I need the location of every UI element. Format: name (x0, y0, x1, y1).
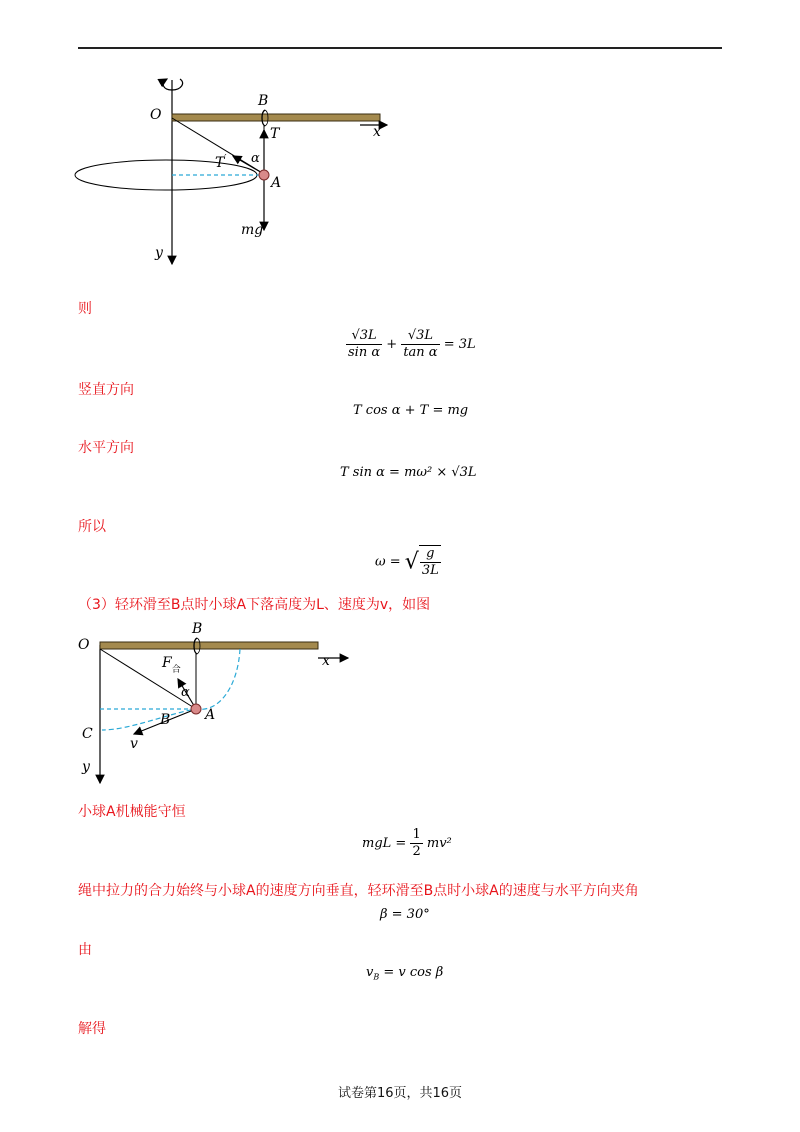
text-you: 由 (78, 942, 92, 958)
equation-beta: β = 30° (380, 907, 430, 922)
rod (100, 642, 318, 649)
label-b: B (258, 93, 269, 109)
ball-a (259, 170, 269, 180)
equation-omega: ω = √ $\frac{g}{3L}$ (375, 546, 439, 578)
label-b-top: B (192, 621, 203, 637)
rotation-arrow-icon (163, 79, 182, 90)
label-y: y (82, 759, 90, 775)
text-suoyi: 所以 (78, 519, 106, 535)
label-x: x (322, 653, 330, 669)
top-rule (78, 47, 722, 49)
equation-geometry: $\frac{√3L}{\text{sin α}}$ + $\frac{√3L}{\text{tan α}}$ = 3L (348, 328, 476, 360)
ball-a (191, 704, 201, 714)
figure-sliding-ring (70, 615, 370, 790)
rope-slanted (100, 649, 196, 709)
label-o: O (150, 107, 162, 123)
label-v: v (130, 736, 138, 752)
rod (172, 114, 380, 121)
label-b-left: B (160, 712, 171, 728)
label-mg: mg (241, 222, 264, 238)
label-t: T (270, 126, 280, 142)
label-t-prime: T′ (215, 154, 227, 171)
text-vertical: 竖直方向 (78, 382, 134, 398)
equation-energy: mgL = $\frac{1}{2}$ mv² (362, 827, 452, 859)
label-c: C (82, 726, 93, 742)
label-o: O (78, 637, 90, 653)
text-energy: 小球A机械能守恒 (78, 804, 186, 820)
label-a: A (205, 707, 216, 723)
text-jiede: 解得 (78, 1021, 106, 1037)
label-alpha: α (181, 685, 190, 700)
label-alpha: α (251, 151, 260, 166)
equation-horizontal: T sin α = mω² × √3L (340, 465, 477, 480)
text-horizontal: 水平方向 (78, 440, 134, 456)
label-y: y (155, 245, 163, 261)
page-footer: 试卷第16页，共16页 (337, 1086, 463, 1101)
label-f: $F_合$ (162, 655, 181, 675)
label-a: A (271, 175, 282, 191)
text-part3: （3）轻环滑至B点时小球A下落高度为L、速度为v，如图 (78, 597, 431, 613)
text-ze: 则 (78, 301, 92, 317)
text-perp: 绳中拉力的合力始终与小球A的速度方向垂直，轻环滑至B点时小球A的速度与水平方向夹角 (78, 883, 639, 899)
figure-rotating-rod (70, 70, 410, 270)
label-x: x (373, 124, 381, 140)
equation-vertical: T cos α + T = mg (353, 403, 469, 418)
equation-vb: $v_B = v$ cos β (366, 965, 444, 982)
